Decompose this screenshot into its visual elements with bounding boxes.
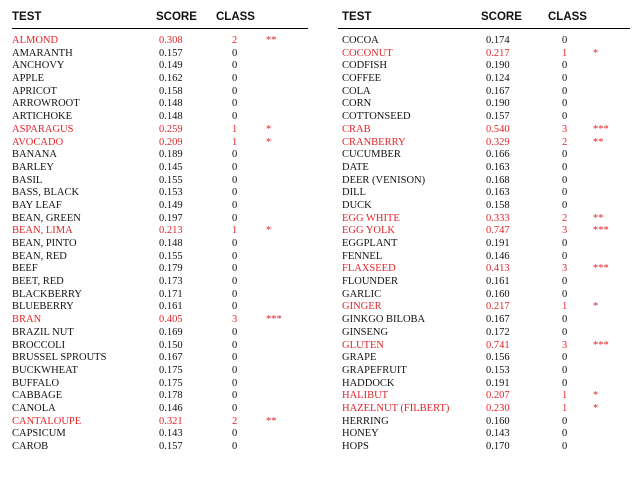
- row-test: BLACKBERRY: [12, 288, 83, 300]
- row-test: COTTONSEED: [342, 111, 411, 123]
- row-test: APRICOT: [12, 85, 57, 97]
- row-score: 0.155: [159, 250, 183, 262]
- row-test: CUCUMBER: [342, 149, 401, 161]
- table-row: [338, 35, 630, 48]
- row-test: AVOCADO: [12, 136, 64, 148]
- row-severity-mark: **: [593, 212, 604, 224]
- table-row: [338, 60, 630, 73]
- row-score: 0.148: [159, 111, 183, 123]
- table-row: [12, 48, 308, 61]
- row-test: FLAXSEED: [342, 263, 396, 275]
- row-score: 0.191: [486, 238, 510, 249]
- table-row: [12, 175, 308, 188]
- row-score: 0.166: [486, 149, 510, 161]
- table-row: [338, 390, 630, 403]
- row-test: CORN: [342, 98, 372, 110]
- row-class: 0: [232, 288, 238, 300]
- table-row: [12, 314, 308, 327]
- row-score: 0.171: [159, 288, 183, 300]
- row-severity-mark: ***: [593, 225, 609, 237]
- table-row: [12, 162, 308, 175]
- row-score: 0.167: [486, 85, 510, 97]
- table-row: [12, 225, 308, 238]
- table-row: [12, 251, 308, 264]
- row-score: 0.747: [486, 225, 510, 237]
- row-test: BEAN, GREEN: [12, 212, 81, 224]
- row-test: FENNEL: [342, 250, 383, 262]
- row-score: 0.148: [159, 98, 183, 110]
- row-class: 0: [232, 85, 238, 97]
- row-class: 1: [562, 47, 568, 59]
- row-class: 0: [232, 390, 238, 402]
- row-score: 0.153: [486, 364, 510, 376]
- row-class: 0: [562, 161, 568, 173]
- row-score: 0.145: [159, 161, 183, 173]
- row-test: BEAN, PINTO: [12, 238, 77, 249]
- left-table-body: [12, 35, 308, 454]
- row-class: 3: [562, 123, 568, 135]
- table-row: [338, 403, 630, 416]
- row-severity-mark: *: [593, 390, 599, 402]
- row-score: 0.169: [159, 326, 183, 338]
- row-score: 0.149: [159, 199, 183, 211]
- table-row: [338, 175, 630, 188]
- row-class: 0: [562, 98, 568, 110]
- row-severity-mark: **: [266, 35, 277, 46]
- table-row: [12, 73, 308, 86]
- table-row: [338, 213, 630, 226]
- row-test: COLA: [342, 85, 371, 97]
- table-row: [12, 301, 308, 314]
- table-row: [12, 352, 308, 365]
- header-class: CLASS: [548, 11, 587, 23]
- row-score: 0.321: [159, 415, 183, 427]
- row-class: 3: [562, 339, 568, 351]
- table-row: [338, 111, 630, 124]
- row-test: COFFEE: [342, 73, 382, 85]
- row-class: 0: [562, 250, 568, 262]
- row-test: BEEF: [12, 263, 38, 275]
- row-score: 0.197: [159, 212, 183, 224]
- table-row: [12, 378, 308, 391]
- row-score: 0.329: [486, 136, 510, 148]
- row-score: 0.217: [486, 47, 510, 59]
- row-score: 0.172: [486, 326, 510, 338]
- table-row: [338, 149, 630, 162]
- row-class: 2: [562, 212, 568, 224]
- row-score: 0.230: [486, 402, 510, 414]
- row-test: BUCKWHEAT: [12, 364, 78, 376]
- row-class: 0: [232, 428, 238, 440]
- row-test: EGGPLANT: [342, 238, 398, 249]
- row-score: 0.207: [486, 390, 510, 402]
- table-row: [12, 390, 308, 403]
- row-class: 0: [232, 60, 238, 72]
- row-test: BROCCOLI: [12, 339, 66, 351]
- row-test: CRAB: [342, 123, 371, 135]
- row-test: EGG WHITE: [342, 212, 400, 224]
- row-class: 0: [562, 288, 568, 300]
- row-class: 0: [562, 364, 568, 376]
- row-class: 0: [232, 352, 238, 364]
- row-class: 0: [232, 161, 238, 173]
- row-score: 0.148: [159, 238, 183, 249]
- row-test: ARROWROOT: [12, 98, 80, 110]
- row-test: BARLEY: [12, 161, 54, 173]
- table-row: [12, 124, 308, 137]
- row-class: 0: [562, 35, 568, 46]
- row-score: 0.163: [486, 187, 510, 199]
- table-row: [12, 428, 308, 441]
- row-class: 0: [562, 111, 568, 123]
- header-test: TEST: [342, 11, 372, 23]
- row-test: DATE: [342, 161, 369, 173]
- row-class: 0: [232, 111, 238, 123]
- table-row: [12, 98, 308, 111]
- row-score: 0.146: [159, 402, 183, 414]
- row-score: 0.161: [159, 301, 183, 313]
- row-score: 0.162: [159, 73, 183, 85]
- row-test: AMARANTH: [12, 47, 73, 59]
- row-test: HERRING: [342, 415, 389, 427]
- row-score: 0.179: [159, 263, 183, 275]
- header-test: TEST: [12, 11, 42, 23]
- row-test: APPLE: [12, 73, 45, 85]
- row-test: BANANA: [12, 149, 57, 161]
- table-row: [12, 416, 308, 429]
- row-class: 0: [232, 402, 238, 414]
- table-row: [338, 327, 630, 340]
- row-class: 0: [562, 352, 568, 364]
- row-class: 2: [562, 136, 568, 148]
- row-test: BRAN: [12, 314, 42, 326]
- row-score: 0.333: [486, 212, 510, 224]
- table-row: [338, 314, 630, 327]
- table-row: [338, 238, 630, 251]
- row-severity-mark: ***: [593, 263, 609, 275]
- row-class: 0: [562, 415, 568, 427]
- row-severity-mark: *: [266, 123, 272, 135]
- row-test: COCONUT: [342, 47, 393, 59]
- row-score: 0.150: [159, 339, 183, 351]
- row-severity-mark: *: [593, 301, 599, 313]
- row-class: 0: [562, 174, 568, 186]
- row-test: ASPARAGUS: [12, 123, 74, 135]
- row-score: 0.163: [486, 161, 510, 173]
- table-row: [12, 365, 308, 378]
- row-score: 0.155: [159, 174, 183, 186]
- row-score: 0.213: [159, 225, 183, 237]
- table-row: [338, 276, 630, 289]
- row-score: 0.259: [159, 123, 183, 135]
- row-score: 0.153: [159, 187, 183, 199]
- header-class: CLASS: [216, 11, 255, 23]
- row-test: BLUEBERRY: [12, 301, 74, 313]
- table-row: [338, 263, 630, 276]
- row-score: 0.143: [159, 428, 183, 440]
- row-class: 0: [562, 199, 568, 211]
- row-test: BEAN, LIMA: [12, 225, 73, 237]
- table-row: [338, 124, 630, 137]
- row-test: HOPS: [342, 441, 369, 452]
- header-score: SCORE: [481, 11, 522, 23]
- row-class: 0: [232, 263, 238, 275]
- row-severity-mark: ***: [266, 314, 282, 326]
- row-score: 0.178: [159, 390, 183, 402]
- row-score: 0.157: [159, 441, 183, 452]
- row-score: 0.124: [486, 73, 510, 85]
- right-table-header: [338, 0, 630, 29]
- table-row: [12, 60, 308, 73]
- row-class: 0: [562, 60, 568, 72]
- row-test: HADDOCK: [342, 377, 395, 389]
- table-row: [12, 86, 308, 99]
- table-row: [338, 200, 630, 213]
- row-class: 2: [232, 35, 238, 46]
- row-class: 0: [232, 339, 238, 351]
- row-test: HALIBUT: [342, 390, 389, 402]
- row-test: CAROB: [12, 441, 49, 452]
- row-score: 0.157: [486, 111, 510, 123]
- row-score: 0.167: [486, 314, 510, 326]
- row-class: 0: [232, 212, 238, 224]
- row-score: 0.191: [486, 377, 510, 389]
- row-test: EGG YOLK: [342, 225, 395, 237]
- table-row: [12, 403, 308, 416]
- row-severity-mark: *: [266, 225, 272, 237]
- table-row: [338, 73, 630, 86]
- row-score: 0.540: [486, 123, 510, 135]
- table-row: [338, 187, 630, 200]
- row-class: 0: [562, 73, 568, 85]
- table-row: [338, 365, 630, 378]
- table-row: [338, 137, 630, 150]
- table-row: [12, 35, 308, 48]
- row-test: BUFFALO: [12, 377, 60, 389]
- row-test: GINSENG: [342, 326, 389, 338]
- row-class: 0: [562, 85, 568, 97]
- row-score: 0.173: [159, 276, 183, 288]
- row-test: GARLIC: [342, 288, 382, 300]
- row-score: 0.143: [486, 428, 510, 440]
- row-score: 0.413: [486, 263, 510, 275]
- table-row: [338, 441, 630, 454]
- row-test: BRUSSEL SPROUTS: [12, 352, 107, 364]
- left-table: [12, 0, 308, 452]
- table-row: [12, 213, 308, 226]
- row-class: 3: [562, 225, 568, 237]
- table-row: [338, 98, 630, 111]
- table-row: [338, 225, 630, 238]
- row-class: 0: [232, 301, 238, 313]
- row-score: 0.175: [159, 364, 183, 376]
- left-table-header: [12, 0, 308, 29]
- row-test: ALMOND: [12, 35, 59, 46]
- row-class: 3: [232, 314, 238, 326]
- row-class: 3: [562, 263, 568, 275]
- row-class: 0: [562, 276, 568, 288]
- row-score: 0.161: [486, 276, 510, 288]
- row-score: 0.405: [159, 314, 183, 326]
- row-severity-mark: *: [593, 47, 599, 59]
- row-class: 1: [562, 402, 568, 414]
- row-class: 0: [232, 326, 238, 338]
- row-score: 0.170: [486, 441, 510, 452]
- table-row: [12, 340, 308, 353]
- table-row: [338, 340, 630, 353]
- row-test: GINGER: [342, 301, 382, 313]
- row-score: 0.308: [159, 35, 183, 46]
- row-class: 0: [562, 326, 568, 338]
- table-row: [12, 187, 308, 200]
- row-class: 0: [562, 238, 568, 249]
- row-score: 0.190: [486, 98, 510, 110]
- row-test: BASS, BLACK: [12, 187, 80, 199]
- row-test: CRANBERRY: [342, 136, 406, 148]
- row-class: 1: [232, 136, 238, 148]
- row-test: HONEY: [342, 428, 379, 440]
- row-score: 0.189: [159, 149, 183, 161]
- row-class: 0: [562, 377, 568, 389]
- row-test: BAY LEAF: [12, 199, 62, 211]
- row-test: HAZELNUT (FILBERT): [342, 402, 450, 414]
- row-test: FLOUNDER: [342, 276, 399, 288]
- row-score: 0.158: [159, 85, 183, 97]
- row-class: 0: [232, 149, 238, 161]
- row-test: GINKGO BILOBA: [342, 314, 426, 326]
- row-score: 0.174: [486, 35, 510, 46]
- row-score: 0.167: [159, 352, 183, 364]
- row-score: 0.157: [159, 47, 183, 59]
- table-row: [12, 111, 308, 124]
- table-row: [338, 428, 630, 441]
- row-score: 0.146: [486, 250, 510, 262]
- row-class: 0: [232, 441, 238, 452]
- table-row: [338, 162, 630, 175]
- table-row: [12, 200, 308, 213]
- table-row: [338, 352, 630, 365]
- row-severity-mark: **: [266, 415, 277, 427]
- row-class: 0: [562, 187, 568, 199]
- row-class: 0: [232, 187, 238, 199]
- row-test: BASIL: [12, 174, 43, 186]
- table-row: [338, 378, 630, 391]
- row-test: GRAPE: [342, 352, 377, 364]
- row-class: 0: [232, 174, 238, 186]
- row-test: BEAN, RED: [12, 250, 67, 262]
- row-class: 0: [232, 47, 238, 59]
- row-class: 1: [232, 225, 238, 237]
- table-row: [12, 327, 308, 340]
- right-table-body: [338, 35, 630, 454]
- row-test: GRAPEFRUIT: [342, 364, 407, 376]
- row-class: 0: [232, 73, 238, 85]
- row-test: DILL: [342, 187, 366, 199]
- row-class: 0: [232, 276, 238, 288]
- row-score: 0.160: [486, 415, 510, 427]
- table-row: [12, 276, 308, 289]
- table-row: [12, 289, 308, 302]
- row-test: GLUTEN: [342, 339, 384, 351]
- row-score: 0.217: [486, 301, 510, 313]
- row-score: 0.149: [159, 60, 183, 72]
- table-row: [338, 416, 630, 429]
- table-row: [12, 263, 308, 276]
- table-row: [338, 251, 630, 264]
- row-score: 0.190: [486, 60, 510, 72]
- row-class: 0: [562, 149, 568, 161]
- row-test: CANOLA: [12, 402, 56, 414]
- row-score: 0.209: [159, 136, 183, 148]
- table-row: [12, 149, 308, 162]
- row-class: 0: [562, 441, 568, 452]
- row-score: 0.168: [486, 174, 510, 186]
- row-class: 0: [232, 377, 238, 389]
- row-class: 0: [232, 250, 238, 262]
- row-severity-mark: *: [593, 402, 599, 414]
- table-row: [338, 86, 630, 99]
- row-class: 2: [232, 415, 238, 427]
- row-test: CAPSICUM: [12, 428, 66, 440]
- row-class: 1: [562, 390, 568, 402]
- row-severity-mark: ***: [593, 339, 609, 351]
- row-test: ANCHOVY: [12, 60, 65, 72]
- row-score: 0.175: [159, 377, 183, 389]
- row-score: 0.156: [486, 352, 510, 364]
- row-class: 0: [232, 98, 238, 110]
- row-test: ARTICHOKE: [12, 111, 73, 123]
- table-row: [338, 301, 630, 314]
- row-test: CODFISH: [342, 60, 387, 72]
- row-test: CABBAGE: [12, 390, 63, 402]
- row-class: 0: [232, 199, 238, 211]
- table-row: [12, 441, 308, 454]
- row-test: DUCK: [342, 199, 372, 211]
- row-test: COCOA: [342, 35, 379, 46]
- row-test: CANTALOUPE: [12, 415, 82, 427]
- row-class: 0: [232, 238, 238, 249]
- right-table: [338, 0, 630, 452]
- row-severity-mark: **: [593, 136, 604, 148]
- row-score: 0.741: [486, 339, 510, 351]
- table-row: [338, 289, 630, 302]
- row-test: BEET, RED: [12, 276, 64, 288]
- row-class: 1: [232, 123, 238, 135]
- header-score: SCORE: [156, 11, 197, 23]
- row-class: 0: [232, 364, 238, 376]
- row-severity-mark: ***: [593, 123, 609, 135]
- table-row: [12, 137, 308, 150]
- table-row: [12, 238, 308, 251]
- row-class: 0: [562, 314, 568, 326]
- row-score: 0.160: [486, 288, 510, 300]
- row-score: 0.158: [486, 199, 510, 211]
- table-row: [338, 48, 630, 61]
- row-test: DEER (VENISON): [342, 174, 426, 186]
- row-class: 0: [562, 428, 568, 440]
- row-test: BRAZIL NUT: [12, 326, 74, 338]
- row-class: 1: [562, 301, 568, 313]
- row-severity-mark: *: [266, 136, 272, 148]
